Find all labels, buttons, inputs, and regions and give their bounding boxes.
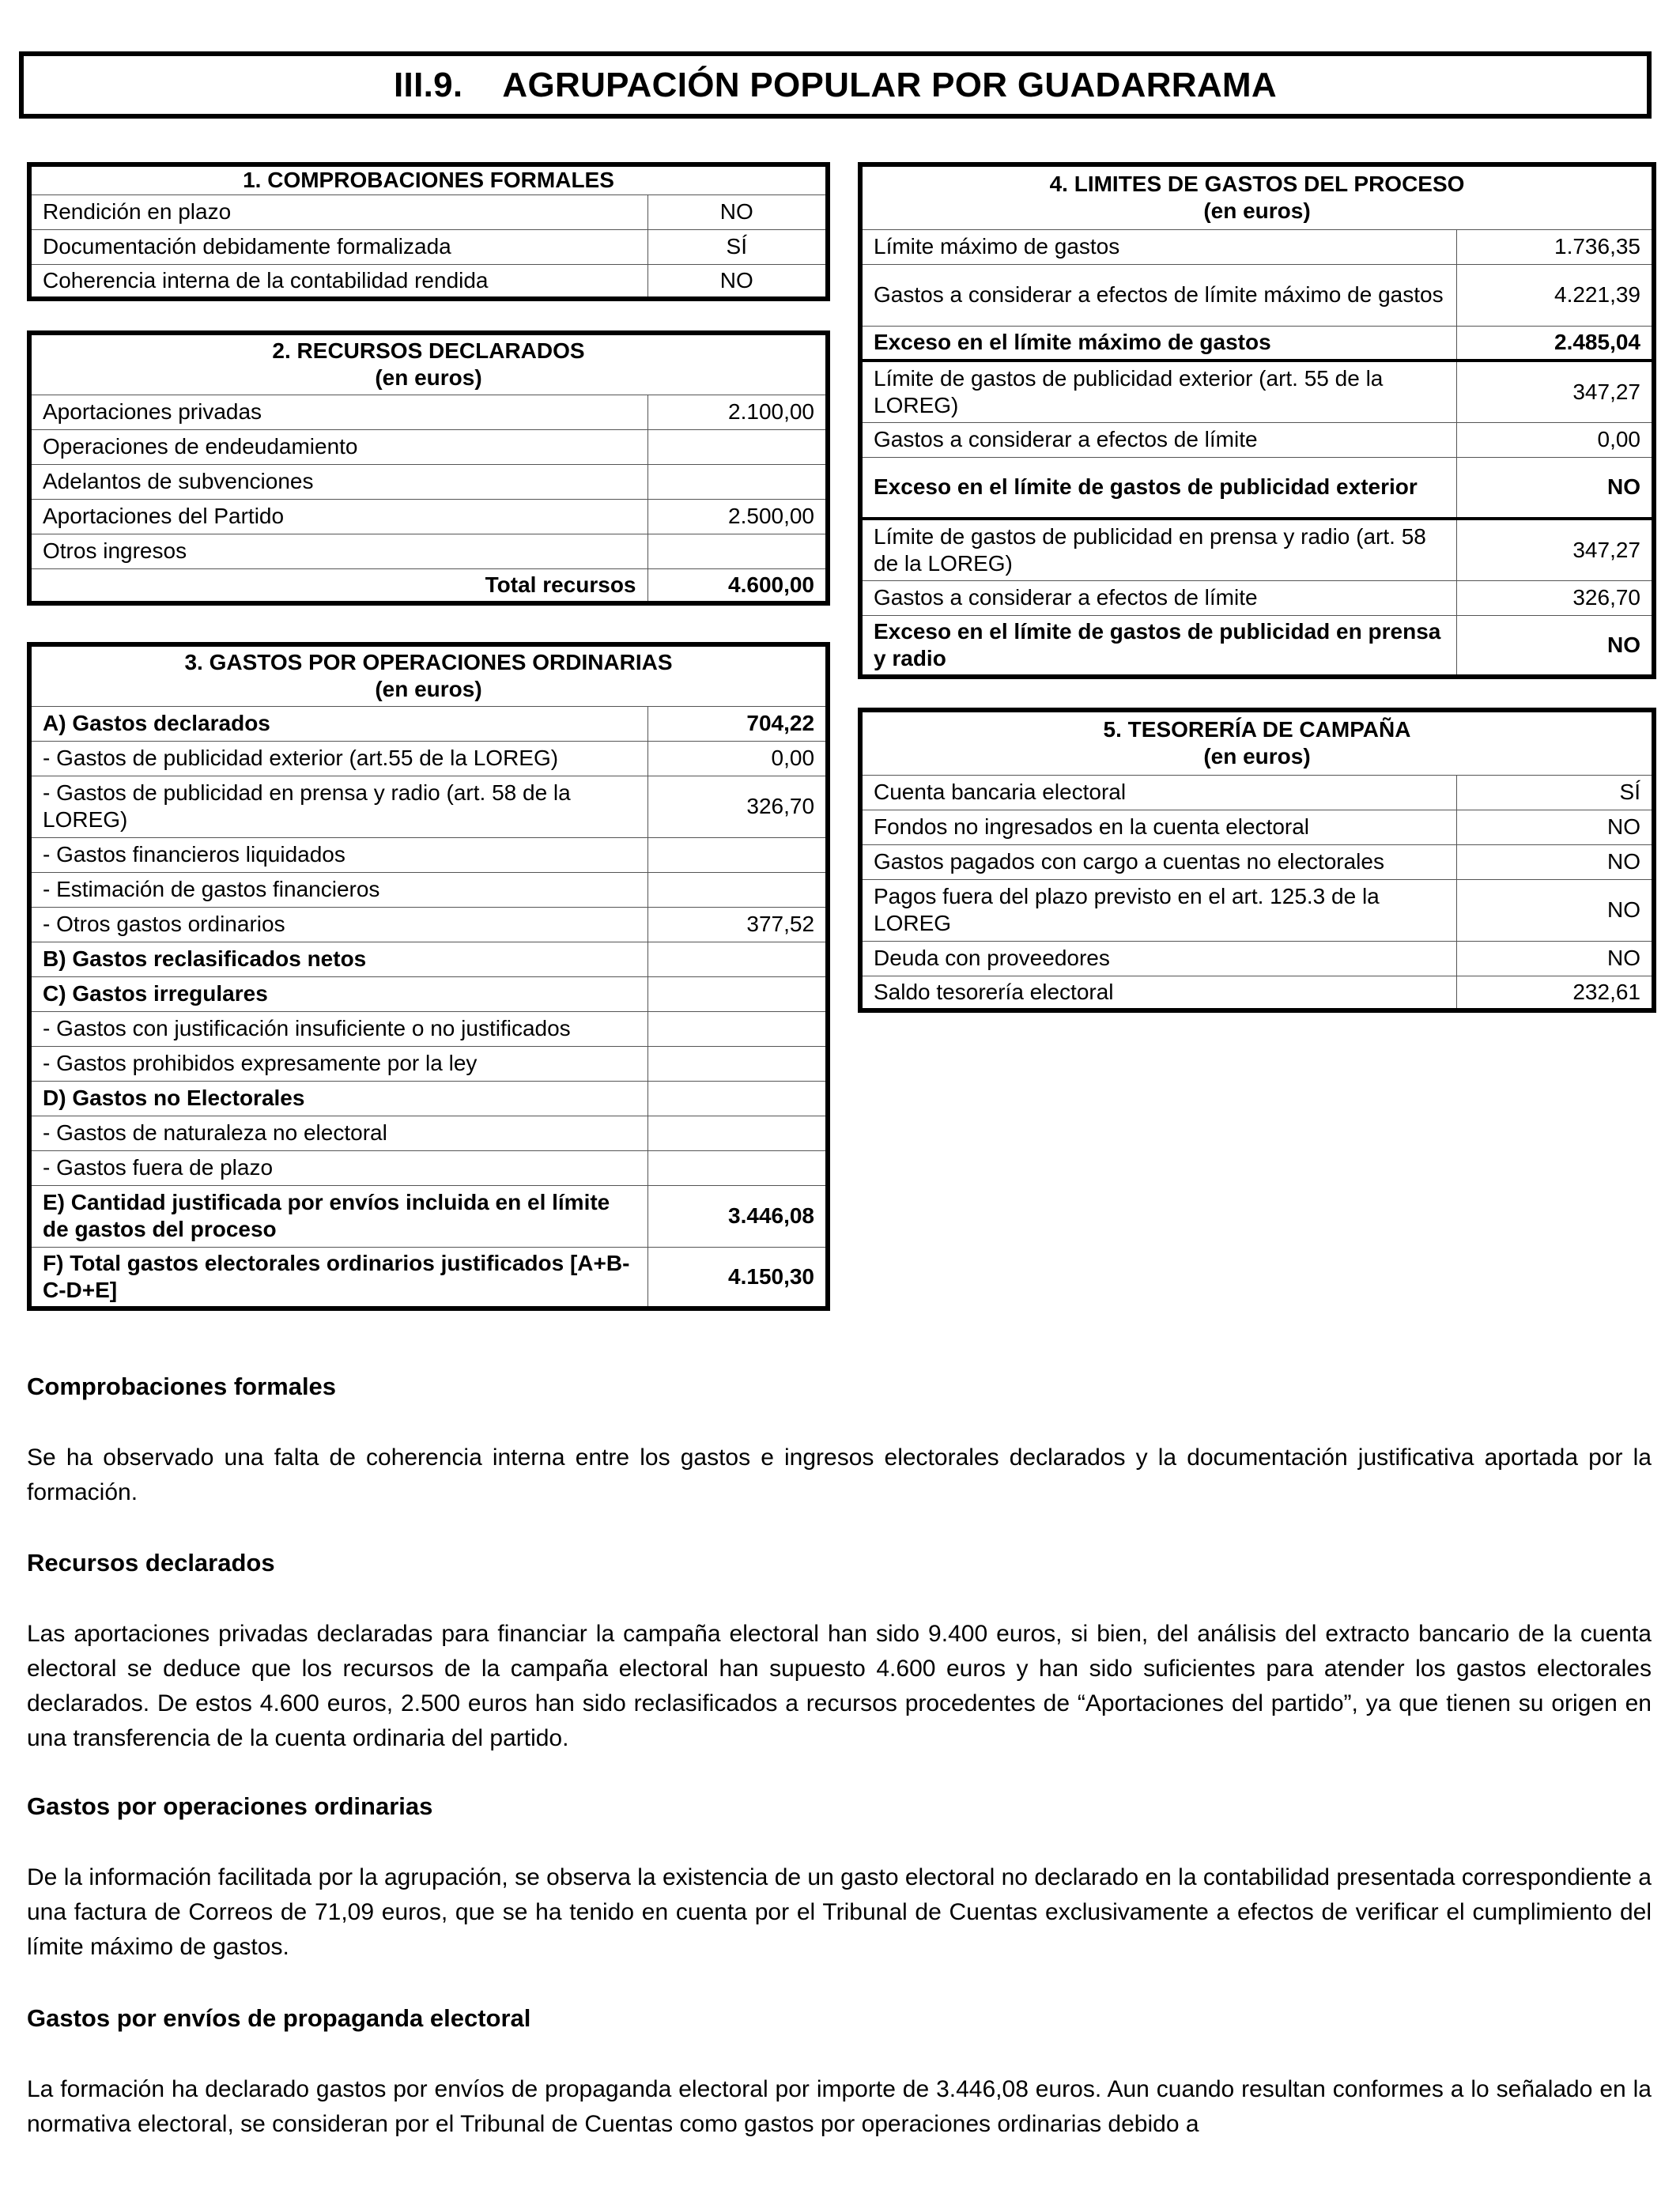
tesoreria-header [860, 710, 1654, 775]
total-value: 4.600,00 [647, 568, 828, 603]
row-label: Límite máximo de gastos [860, 229, 1456, 264]
row-value: NO [1456, 941, 1654, 976]
row-value [647, 1046, 828, 1081]
row-label: A) Gastos declarados [29, 706, 647, 741]
text-section-envios [27, 2001, 1652, 2142]
row-label: Operaciones de endeudamiento [29, 429, 647, 464]
section-paragraph: De la información facilitada por la agrupación, se observa la existencia de un gasto electoral no declarado en la contabilidad presentada correspondiente a una factura de Correos de 71,09 euros, que se ha tenido en cuenta por el Tribunal de Cuentas exclusivamente a efectos de verificar el cumplimiento del límite máximo de gastos. [27, 1864, 1652, 1960]
row-label: - Otros gastos ordinarios [29, 907, 647, 942]
comprobaciones-formales-table [27, 162, 830, 301]
formales-title: 1. COMPROBACIONES FORMALES [29, 164, 828, 194]
row-label: - Gastos financieros liquidados [29, 837, 647, 872]
row-value [647, 429, 828, 464]
row-value: 1.736,35 [1456, 229, 1654, 264]
recursos-declarados-table [27, 330, 830, 606]
row-value: NO [1456, 844, 1654, 879]
row-value: 4.221,39 [1456, 264, 1654, 326]
row-label: Límite de gastos de publicidad en prensa y radio (art. 58 de la LOREG) [860, 519, 1456, 580]
section-heading: Comprobaciones formales [27, 1373, 337, 1400]
row-label: Exceso en el límite de gastos de publicidad exterior [860, 457, 1456, 519]
row-label: Aportaciones privadas [29, 395, 647, 429]
row-label: - Gastos de publicidad en prensa y radio (art. 58 de la LOREG) [29, 776, 647, 837]
row-value [647, 1081, 828, 1116]
row-value: NO [1456, 615, 1654, 677]
row-value [647, 942, 828, 976]
row-value: 0,00 [1456, 422, 1654, 457]
page-title [19, 51, 1652, 119]
section-paragraph: Las aportaciones privadas declaradas para financiar la campaña electoral han sido 9.400 euros, si bien, del análisis del extracto bancario de la cuenta electoral se deduce que los recursos de la campaña electoral han supuesto 4.600 euros y han sido suficientes para atender los gastos electorales declarados. De estos 4.600 euros, 2.500 euros han sido reclasificados a recursos procedentes de “Aportaciones del partido”, ya que tienen su origen en una transferencia de la cuenta ordinaria del partido. [27, 1621, 1652, 1751]
row-value: 0,00 [647, 741, 828, 776]
row-label: - Gastos de publicidad exterior (art.55 de la LOREG) [29, 741, 647, 776]
section-heading: Gastos por envíos de propaganda electoral [27, 2004, 531, 2032]
row-label: D) Gastos no Electorales [29, 1081, 647, 1116]
title-number: III.9. [394, 65, 463, 104]
gastos-subtitle: (en euros) [375, 677, 482, 702]
row-value [647, 1150, 828, 1185]
text-section-gastos-ordinarios [27, 1789, 1652, 1965]
row-value: NO [1456, 810, 1654, 844]
row-label: B) Gastos reclasificados netos [29, 942, 647, 976]
section-heading: Gastos por operaciones ordinarias [27, 1792, 433, 1820]
row-label: Gastos pagados con cargo a cuentas no electorales [860, 844, 1456, 879]
text-section-comprobaciones [27, 1369, 1652, 1510]
row-label: Gastos a considerar a efectos de límite [860, 422, 1456, 457]
row-label: - Gastos de naturaleza no electoral [29, 1116, 647, 1150]
row-label: - Estimación de gastos financieros [29, 872, 647, 907]
row-label: Adelantos de subvenciones [29, 464, 647, 499]
row-value [647, 1116, 828, 1150]
row-value: 3.446,08 [647, 1185, 828, 1247]
row-value: 2.500,00 [647, 499, 828, 534]
row-label: Exceso en el límite de gastos de publicidad en prensa y radio [860, 615, 1456, 677]
text-section-recursos [27, 1546, 1652, 1756]
section-heading: Recursos declarados [27, 1549, 275, 1577]
limites-gastos-table [858, 162, 1656, 679]
recursos-subtitle: (en euros) [375, 365, 482, 391]
row-value: SÍ [1456, 775, 1654, 810]
row-value: NO [647, 194, 828, 229]
row-label: - Gastos fuera de plazo [29, 1150, 647, 1185]
limites-subtitle: (en euros) [1203, 198, 1311, 224]
row-value: 704,22 [647, 706, 828, 741]
row-label: E) Cantidad justificada por envíos incluida en el límite de gastos del proceso [29, 1185, 647, 1247]
row-label: - Gastos con justificación insuficiente o no justificados [29, 1011, 647, 1046]
row-value [647, 1011, 828, 1046]
recursos-header [29, 333, 828, 395]
total-label: Total recursos [29, 568, 647, 603]
row-value: 377,52 [647, 907, 828, 942]
row-value [647, 976, 828, 1011]
row-label: Saldo tesorería electoral [860, 976, 1456, 1010]
row-value [647, 837, 828, 872]
row-label: Gastos a considerar a efectos de límite máximo de gastos [860, 264, 1456, 326]
row-value: 232,61 [1456, 976, 1654, 1010]
row-value: 4.150,30 [647, 1247, 828, 1308]
row-label: Límite de gastos de publicidad exterior (art. 55 de la LOREG) [860, 361, 1456, 422]
row-value [647, 534, 828, 568]
row-label: Aportaciones del Partido [29, 499, 647, 534]
limites-title: 4. LIMITES DE GASTOS DEL PROCESO [1049, 172, 1465, 197]
row-value: 2.485,04 [1456, 326, 1654, 361]
row-value [647, 872, 828, 907]
row-value: 347,27 [1456, 361, 1654, 422]
row-value: 347,27 [1456, 519, 1654, 580]
row-value: SÍ [647, 229, 828, 264]
row-value: NO [1456, 457, 1654, 519]
row-value: NO [647, 264, 828, 299]
row-label: Rendición en plazo [29, 194, 647, 229]
gastos-ordinarios-table [27, 642, 830, 1311]
row-label: Otros ingresos [29, 534, 647, 568]
title-text: AGRUPACIÓN POPULAR POR GUADARRAMA [502, 65, 1277, 104]
row-label: Coherencia interna de la contabilidad rendida [29, 264, 647, 299]
row-label: Fondos no ingresados en la cuenta electoral [860, 810, 1456, 844]
row-label: Pagos fuera del plazo previsto en el art. 125.3 de la LOREG [860, 879, 1456, 941]
tesoreria-campana-table [858, 708, 1656, 1013]
row-label: C) Gastos irregulares [29, 976, 647, 1011]
section-paragraph: La formación ha declarado gastos por envíos de propaganda electoral por importe de 3.446,08 euros. Aun cuando resultan conformes a lo señalado en la normativa electoral, se consideran por el Tribunal de Cuentas como gastos por operaciones ordinarias debido a [27, 2076, 1652, 2137]
row-label: Gastos a considerar a efectos de límite [860, 580, 1456, 615]
row-value [647, 464, 828, 499]
row-value: 326,70 [647, 776, 828, 837]
row-label: Exceso en el límite máximo de gastos [860, 326, 1456, 361]
row-value: 326,70 [1456, 580, 1654, 615]
tesoreria-subtitle: (en euros) [1203, 744, 1311, 769]
limites-header [860, 164, 1654, 229]
row-label: Cuenta bancaria electoral [860, 775, 1456, 810]
gastos-title: 3. GASTOS POR OPERACIONES ORDINARIAS [184, 650, 673, 675]
row-label: Deuda con proveedores [860, 941, 1456, 976]
row-value: NO [1456, 879, 1654, 941]
row-label: - Gastos prohibidos expresamente por la ley [29, 1046, 647, 1081]
row-value: 2.100,00 [647, 395, 828, 429]
recursos-title: 2. RECURSOS DECLARADOS [272, 338, 585, 364]
gastos-header [29, 644, 828, 706]
row-label: Documentación debidamente formalizada [29, 229, 647, 264]
row-label: F) Total gastos electorales ordinarios justificados [A+B-C-D+E] [29, 1247, 647, 1308]
tesoreria-title: 5. TESORERÍA DE CAMPAÑA [1103, 717, 1411, 742]
section-paragraph: Se ha observado una falta de coherencia interna entre los gastos e ingresos electorales declarados y la documentación justificativa aportada por la formación. [27, 1444, 1652, 1505]
